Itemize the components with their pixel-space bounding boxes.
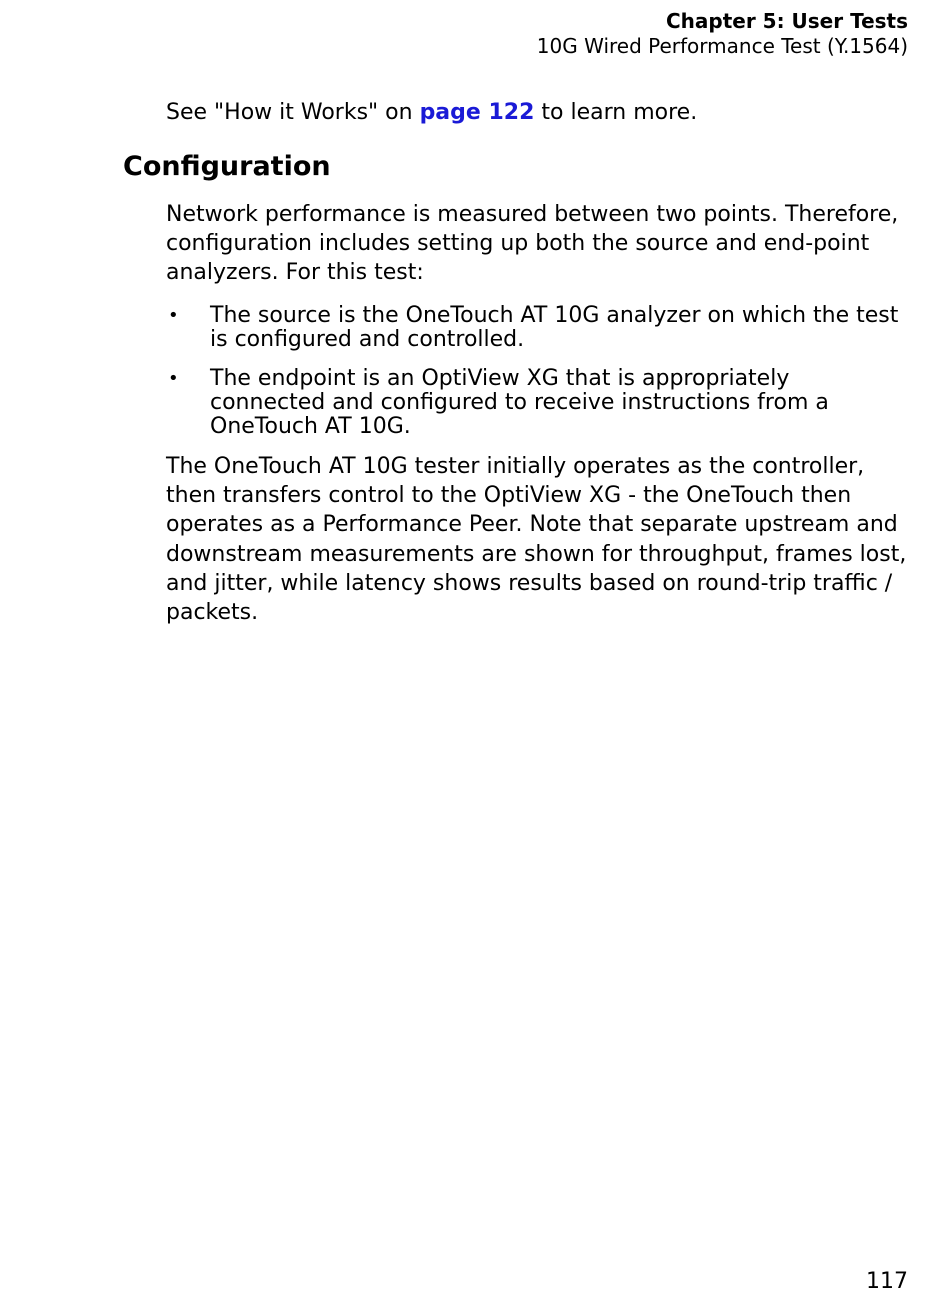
section-subtitle: 10G Wired Performance Test (Y.1564) — [536, 34, 908, 58]
intro-line — [166, 98, 697, 128]
paragraph-configuration-intro: Network performance is measured between two points. Therefore, configuration includes setting up both the source and end-point analyzers. For this test: — [166, 202, 899, 286]
page-header — [537, 8, 908, 58]
bullet-icon: • — [168, 305, 179, 326]
intro-suffix: to learn more. — [534, 100, 698, 125]
chapter-title: Chapter 5: User Tests — [665, 9, 908, 33]
list-item — [166, 367, 911, 439]
section-heading: Configuration — [123, 151, 331, 182]
list-item — [166, 304, 911, 352]
paragraph-controller-description: The OneTouch AT 10G tester initially operates as the controller, then transfers control to the OptiView XG - the OneTouch then operates as a Performance Peer. Note that separate upstream and downstream measurements are shown for throughput, frames lost, and jitter, while latency shows results based on round-trip traffic / packets. — [166, 454, 907, 626]
page-number: 117 — [866, 1269, 908, 1294]
intro-prefix: See "How it Works" on — [166, 100, 420, 125]
bullet-text: The source is the OneTouch AT 10G analyzer on which the test is configured and controlled. — [210, 303, 899, 352]
bullet-text: The endpoint is an OptiView XG that is appropriately connected and configured to receive instructions from a OneTouch AT 10G. — [210, 366, 829, 439]
bullet-icon: • — [168, 368, 179, 389]
page-link[interactable]: page 122 — [419, 100, 535, 125]
